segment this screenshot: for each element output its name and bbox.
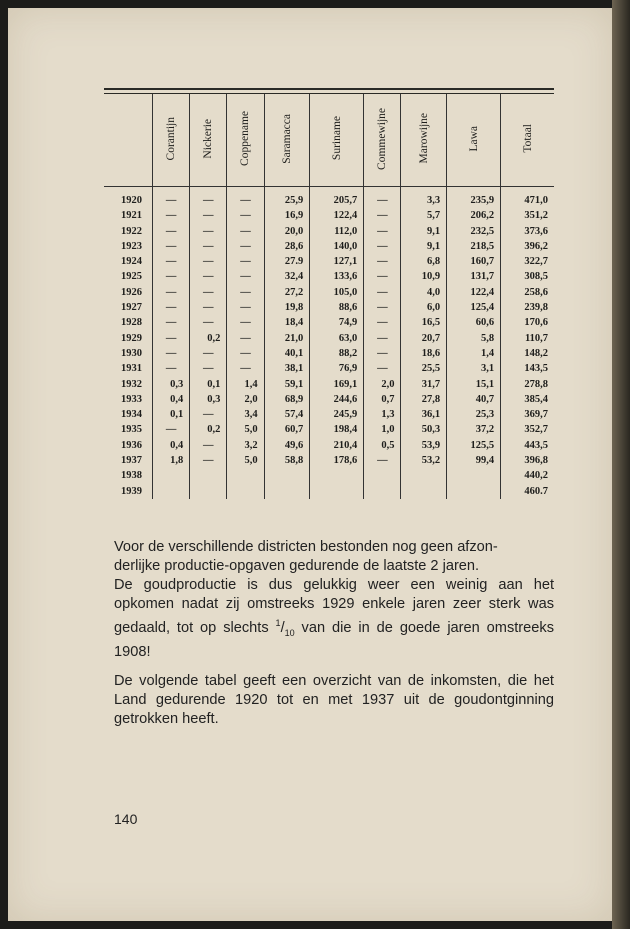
gold-production-table — [104, 94, 554, 499]
table-row — [104, 269, 554, 284]
value-cell: 0,3 — [153, 377, 190, 392]
value-cell: 36,1 — [401, 407, 447, 422]
value-cell: — — [364, 346, 401, 361]
value-cell: 53,9 — [401, 438, 447, 453]
value-cell — [447, 468, 501, 483]
value-cell: 235,9 — [447, 187, 501, 209]
value-cell: 37,2 — [447, 422, 501, 437]
value-cell — [153, 484, 190, 499]
value-cell: 169,1 — [310, 377, 364, 392]
value-cell: — — [364, 361, 401, 376]
value-cell: — — [227, 224, 264, 239]
table-row — [104, 254, 554, 269]
value-cell: 74,9 — [310, 315, 364, 330]
value-cell: 0,1 — [153, 407, 190, 422]
value-cell: 205,7 — [310, 187, 364, 209]
value-cell — [153, 468, 190, 483]
value-cell: 1,8 — [153, 453, 190, 468]
value-cell: 443,5 — [501, 438, 554, 453]
value-cell: 0,2 — [190, 422, 227, 437]
value-cell: 0,5 — [364, 438, 401, 453]
value-cell: 122,4 — [447, 285, 501, 300]
value-cell: — — [153, 315, 190, 330]
value-cell: 471,0 — [501, 187, 554, 209]
value-cell: — — [190, 187, 227, 209]
value-cell: 40,7 — [447, 392, 501, 407]
value-cell: — — [190, 269, 227, 284]
value-cell: — — [227, 254, 264, 269]
paragraph-2-text-a: De goudproductie is dus gelukkig weer een weinig aan het opkomen nadat zij omstreeks 1929 enkele jaren zeer sterk was gedaald, tot op slechts — [114, 577, 554, 636]
year-cell: 1921 — [121, 210, 142, 222]
value-cell: 32,4 — [264, 269, 310, 284]
value-cell: 88,6 — [310, 300, 364, 315]
table-row — [104, 224, 554, 239]
value-cell: 232,5 — [447, 224, 501, 239]
value-cell: 16,5 — [401, 315, 447, 330]
value-cell: 21,0 — [264, 331, 310, 346]
value-cell: — — [190, 208, 227, 223]
value-cell: — — [364, 208, 401, 223]
value-cell: 3,2 — [227, 438, 264, 453]
value-cell: 20,7 — [401, 331, 447, 346]
value-cell: — — [190, 407, 227, 422]
value-cell: — — [190, 453, 227, 468]
paragraph-2-text-b: van die in de goede jaren omstreeks 1908! — [114, 619, 554, 660]
value-cell: 258,6 — [501, 285, 554, 300]
value-cell: — — [227, 331, 264, 346]
value-cell: — — [227, 187, 264, 209]
value-cell: 53,2 — [401, 453, 447, 468]
column-header-marowijne — [401, 94, 447, 187]
value-cell: 6,8 — [401, 254, 447, 269]
value-cell: 76,9 — [310, 361, 364, 376]
value-cell: 206,2 — [447, 208, 501, 223]
value-cell: 352,7 — [501, 422, 554, 437]
value-cell: 5,7 — [401, 208, 447, 223]
value-cell: 58,8 — [264, 453, 310, 468]
column-header-saramacca — [264, 94, 310, 187]
value-cell: — — [153, 208, 190, 223]
value-cell — [190, 468, 227, 483]
year-cell: 1930 — [121, 347, 142, 359]
value-cell: 127,1 — [310, 254, 364, 269]
value-cell: 170,6 — [501, 315, 554, 330]
value-cell: 122,4 — [310, 208, 364, 223]
year-cell: 1923 — [121, 240, 142, 252]
year-cell: 1937 — [121, 455, 142, 467]
value-cell: — — [227, 346, 264, 361]
value-cell: — — [153, 254, 190, 269]
table-header-row — [104, 94, 554, 187]
table-row — [104, 468, 554, 483]
value-cell: 112,0 — [310, 224, 364, 239]
value-cell: — — [364, 224, 401, 239]
table-row — [104, 361, 554, 376]
value-cell: 25,5 — [401, 361, 447, 376]
value-cell: — — [190, 438, 227, 453]
year-cell: 1927 — [121, 302, 142, 314]
value-cell: 0,4 — [153, 438, 190, 453]
value-cell: 5,0 — [227, 422, 264, 437]
table-top-rule — [104, 88, 554, 90]
value-cell: — — [227, 315, 264, 330]
column-header-nickerie — [190, 94, 227, 187]
table-row — [104, 346, 554, 361]
value-cell: 38,1 — [264, 361, 310, 376]
paragraph-1-line-1: Voor de verschillende districten bestonden nog geen afzon- — [114, 539, 498, 555]
page-number: 140 — [114, 811, 138, 827]
year-cell: 1929 — [121, 332, 142, 344]
column-header-coppename — [227, 94, 264, 187]
year-cell: 1935 — [121, 424, 142, 436]
value-cell: 218,5 — [447, 239, 501, 254]
value-cell: 50,3 — [401, 422, 447, 437]
value-cell: 1,4 — [447, 346, 501, 361]
value-cell — [401, 468, 447, 483]
value-cell: 245,9 — [310, 407, 364, 422]
value-cell: — — [190, 254, 227, 269]
table-row — [104, 208, 554, 223]
value-cell: — — [190, 346, 227, 361]
column-header-lawa — [447, 94, 501, 187]
value-cell: 198,4 — [310, 422, 364, 437]
column-header-label: Suriname — [330, 116, 343, 161]
value-cell: — — [153, 300, 190, 315]
table-row — [104, 239, 554, 254]
year-cell: 1936 — [121, 439, 142, 451]
value-cell: 322,7 — [501, 254, 554, 269]
value-cell: 0,7 — [364, 392, 401, 407]
value-cell: 27,2 — [264, 285, 310, 300]
column-header-label: Corantijn — [165, 116, 178, 161]
value-cell: 27.9 — [264, 254, 310, 269]
value-cell: — — [364, 453, 401, 468]
value-cell: 3,4 — [227, 407, 264, 422]
value-cell — [401, 484, 447, 499]
value-cell: — — [364, 315, 401, 330]
value-cell: 5,0 — [227, 453, 264, 468]
value-cell: 440,2 — [501, 468, 554, 483]
value-cell: 3,3 — [401, 187, 447, 209]
column-header-corantijn — [153, 94, 190, 187]
column-header-totaal — [501, 94, 554, 187]
table-row — [104, 187, 554, 209]
paragraph-1-line-2: derlijke productie-opgaven gedurende de laatste 2 jaren. — [114, 558, 480, 574]
value-cell — [190, 484, 227, 499]
value-cell: 63,0 — [310, 331, 364, 346]
value-cell: 49,6 — [264, 438, 310, 453]
paragraph-1 — [114, 538, 554, 576]
table-row — [104, 377, 554, 392]
value-cell: 160,7 — [447, 254, 501, 269]
value-cell: 0,2 — [190, 331, 227, 346]
value-cell: 3,1 — [447, 361, 501, 376]
table-row — [104, 438, 554, 453]
value-cell: 60,7 — [264, 422, 310, 437]
value-cell: — — [153, 422, 190, 437]
value-cell: — — [364, 269, 401, 284]
value-cell: 28,6 — [264, 239, 310, 254]
value-cell: — — [153, 361, 190, 376]
value-cell: 59,1 — [264, 377, 310, 392]
column-header-label: Marowijne — [417, 113, 430, 164]
year-cell: 1920 — [121, 195, 142, 206]
value-cell: 110,7 — [501, 331, 554, 346]
value-cell: 10,9 — [401, 269, 447, 284]
column-header-label: Coppename — [239, 111, 252, 166]
value-cell — [364, 468, 401, 483]
value-cell: 0,4 — [153, 392, 190, 407]
value-cell: 27,8 — [401, 392, 447, 407]
value-cell: — — [227, 285, 264, 300]
value-cell: — — [190, 224, 227, 239]
value-cell: 131,7 — [447, 269, 501, 284]
value-cell: 369,7 — [501, 407, 554, 422]
value-cell: 31,7 — [401, 377, 447, 392]
column-header-label: Totaal — [521, 124, 534, 153]
column-header-suriname — [310, 94, 364, 187]
value-cell: 60,6 — [447, 315, 501, 330]
value-cell: 25,3 — [447, 407, 501, 422]
value-cell — [227, 484, 264, 499]
value-cell: 68,9 — [264, 392, 310, 407]
value-cell: — — [227, 208, 264, 223]
value-cell: 125,4 — [447, 300, 501, 315]
value-cell: 373,6 — [501, 224, 554, 239]
value-cell: 210,4 — [310, 438, 364, 453]
value-cell: — — [153, 269, 190, 284]
value-cell: — — [364, 285, 401, 300]
value-cell: 15,1 — [447, 377, 501, 392]
value-cell: — — [153, 239, 190, 254]
table-row — [104, 453, 554, 468]
value-cell: 1,4 — [227, 377, 264, 392]
value-cell: — — [364, 254, 401, 269]
column-header-label: Lawa — [467, 125, 480, 152]
value-cell: — — [153, 346, 190, 361]
year-cell: 1938 — [121, 470, 142, 482]
value-cell: 385,4 — [501, 392, 554, 407]
table-row — [104, 422, 554, 437]
value-cell: 40,1 — [264, 346, 310, 361]
column-header-label: Nickerie — [202, 118, 215, 159]
value-cell — [264, 468, 310, 483]
value-cell: 239,8 — [501, 300, 554, 315]
value-cell — [227, 468, 264, 483]
value-cell — [264, 484, 310, 499]
year-column-header — [104, 94, 153, 187]
value-cell: 2,0 — [227, 392, 264, 407]
year-cell: 1932 — [121, 378, 142, 390]
book-page — [8, 8, 612, 921]
fraction-numerator: 1 — [275, 618, 281, 628]
year-cell: 1934 — [121, 409, 142, 421]
value-cell: 460.7 — [501, 484, 554, 499]
column-header-label: Commewijne — [376, 107, 389, 170]
value-cell: — — [227, 269, 264, 284]
value-cell: — — [190, 300, 227, 315]
value-cell: 2,0 — [364, 377, 401, 392]
value-cell: 9,1 — [401, 224, 447, 239]
value-cell: — — [364, 331, 401, 346]
value-cell: 20,0 — [264, 224, 310, 239]
value-cell: 9,1 — [401, 239, 447, 254]
column-header-commewijne — [364, 94, 401, 187]
paragraph-2: De goudproductie is dus gelukkig weer een weinig aan het opkomen nadat zij omstreeks 1929 enkele jaren zeer sterk was gedaald, tot op slechts $^1/_{10}$ van die in de goede jaren omstreeks 1908! — [114, 577, 554, 660]
year-cell: 1924 — [121, 256, 142, 268]
value-cell: 125,5 — [447, 438, 501, 453]
value-cell: — — [153, 187, 190, 209]
value-cell: 140,0 — [310, 239, 364, 254]
value-cell — [447, 484, 501, 499]
value-cell: 1,0 — [364, 422, 401, 437]
gold-production-table-wrap — [104, 88, 554, 499]
table-row — [104, 300, 554, 315]
table-row — [104, 315, 554, 330]
value-cell: — — [227, 361, 264, 376]
value-cell: — — [190, 285, 227, 300]
year-cell: 1933 — [121, 393, 142, 405]
value-cell: 278,8 — [501, 377, 554, 392]
value-cell: — — [364, 300, 401, 315]
book-spine-edge — [612, 0, 630, 929]
value-cell — [310, 468, 364, 483]
year-cell: 1925 — [121, 271, 142, 283]
value-cell — [364, 484, 401, 499]
value-cell: 16,9 — [264, 208, 310, 223]
value-cell: 57,4 — [264, 407, 310, 422]
year-cell: 1926 — [121, 286, 142, 298]
body-text — [114, 538, 554, 729]
value-cell: — — [153, 331, 190, 346]
value-cell: — — [227, 300, 264, 315]
column-header-label: Saramacca — [280, 113, 293, 164]
fraction-denominator: 10 — [284, 627, 295, 638]
year-cell: 1931 — [121, 363, 142, 375]
value-cell: 148,2 — [501, 346, 554, 361]
value-cell: 88,2 — [310, 346, 364, 361]
paragraph-3: De volgende tabel geeft een overzicht van de inkomsten, die het Land gedurende 1920 tot en met 1937 uit de goudontginning getrokken heeft. — [114, 672, 554, 727]
table-row — [104, 407, 554, 422]
year-cell: 1928 — [121, 317, 142, 329]
value-cell: 308,5 — [501, 269, 554, 284]
table-row — [104, 484, 554, 499]
year-cell: 1939 — [121, 485, 142, 497]
value-cell: 0,3 — [190, 392, 227, 407]
year-cell: 1922 — [121, 225, 142, 237]
value-cell: — — [153, 285, 190, 300]
value-cell: — — [190, 361, 227, 376]
value-cell: — — [364, 239, 401, 254]
table-row — [104, 285, 554, 300]
value-cell: — — [190, 239, 227, 254]
value-cell: 1,3 — [364, 407, 401, 422]
value-cell: 396,8 — [501, 453, 554, 468]
table-row — [104, 392, 554, 407]
value-cell: 105,0 — [310, 285, 364, 300]
value-cell: 396,2 — [501, 239, 554, 254]
value-cell: — — [227, 239, 264, 254]
value-cell: 143,5 — [501, 361, 554, 376]
value-cell: 133,6 — [310, 269, 364, 284]
table-body — [104, 187, 554, 499]
value-cell: 5,8 — [447, 331, 501, 346]
value-cell: 244,6 — [310, 392, 364, 407]
value-cell: 19,8 — [264, 300, 310, 315]
value-cell: 0,1 — [190, 377, 227, 392]
value-cell: — — [153, 224, 190, 239]
value-cell: 351,2 — [501, 208, 554, 223]
table-row — [104, 331, 554, 346]
value-cell: — — [364, 187, 401, 209]
value-cell: 4,0 — [401, 285, 447, 300]
value-cell: 178,6 — [310, 453, 364, 468]
value-cell: 18,6 — [401, 346, 447, 361]
value-cell: 25,9 — [264, 187, 310, 209]
value-cell — [310, 484, 364, 499]
value-cell: 6,0 — [401, 300, 447, 315]
value-cell: — — [190, 315, 227, 330]
value-cell: 18,4 — [264, 315, 310, 330]
value-cell: 99,4 — [447, 453, 501, 468]
